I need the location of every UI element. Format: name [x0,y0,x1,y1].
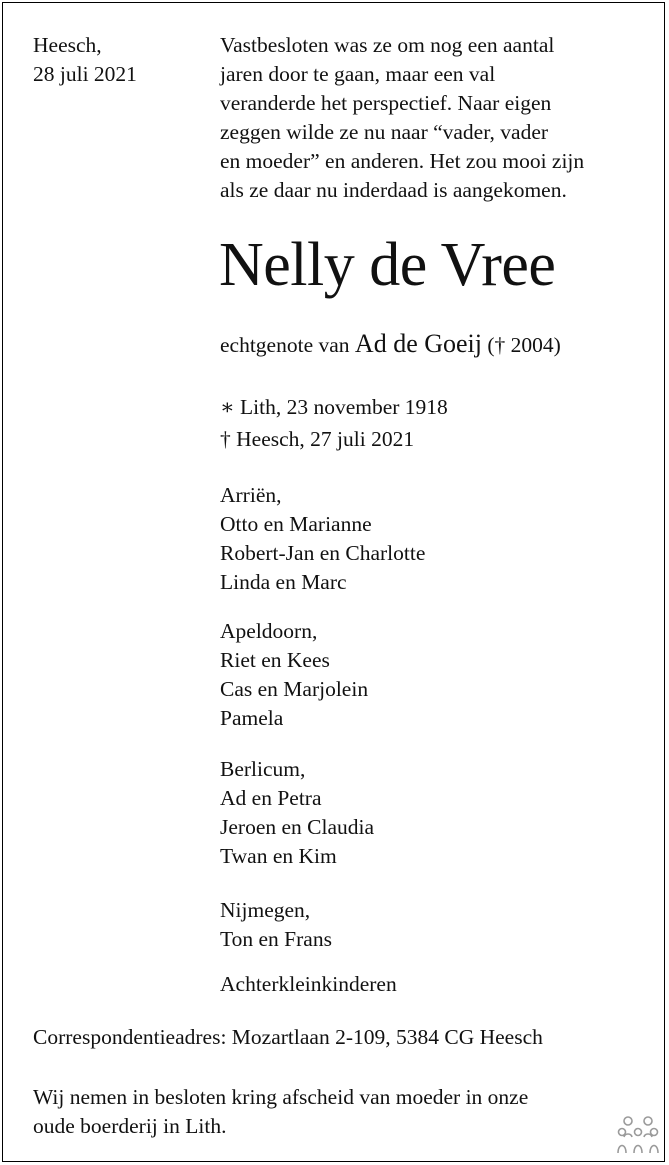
funeral-note [33,1083,528,1141]
place: Heesch, [33,33,102,57]
family-group [220,755,374,871]
family-group [220,481,425,597]
life-dates [220,391,448,455]
spouse-death: († 2004) [487,333,561,357]
family-line: Riet en Kees [220,648,330,672]
family-line: Twan en Kim [220,844,337,868]
funeral-line: Wij nemen in besloten kring afscheid van moeder in onze [33,1085,529,1109]
family-line: Berlicum, [220,757,306,781]
people-group-icon [615,1113,661,1155]
family-group [220,617,368,733]
family-line: Robert-Jan en Charlotte [220,541,426,565]
place-date [33,31,137,89]
family-group [220,970,397,999]
family-line: Ton en Frans [220,927,332,951]
intro-line: als ze daar nu inderdaad is aangekomen. [220,178,567,202]
obituary-card [2,2,665,1162]
intro-line: Vastbesloten was ze om nog een aantal [220,33,555,57]
intro-text [220,31,584,205]
deceased-name: Nelly de Vree [219,231,556,299]
spouse-line [220,329,561,360]
family-line: Nijmegen, [220,898,311,922]
correspondence-address: Correspondentieadres: Mozartlaan 2-109, 5384 CG Heesch [33,1025,543,1049]
death-date: † Heesch, 27 juli 2021 [220,427,415,451]
intro-line: zeggen wilde ze nu naar “vader, vader [220,120,549,144]
funeral-line: oude boerderij in Lith. [33,1114,227,1138]
family-line: Pamela [220,706,284,730]
intro-line: veranderde het perspectief. Naar eigen [220,91,552,115]
family-line: Jeroen en Claudia [220,815,375,839]
family-line: Ad en Petra [220,786,322,810]
family-line: Cas en Marjolein [220,677,369,701]
intro-line: jaren door te gaan, maar een val [220,62,496,86]
intro-line: en moeder” en anderen. Het zou mooi zijn [220,149,585,173]
family-line: Linda en Marc [220,570,347,594]
date: 28 juli 2021 [33,62,137,86]
birth-date: ∗ Lith, 23 november 1918 [220,395,448,419]
family-group [220,896,332,954]
spouse-name: Ad de Goeij [354,329,483,358]
family-line: Apeldoorn, [220,619,318,643]
family-line: Arriën, [220,483,282,507]
spouse-prefix: echtgenote van [220,333,350,357]
family-line: Otto en Marianne [220,512,372,536]
family-line: Achterkleinkinderen [220,972,397,996]
